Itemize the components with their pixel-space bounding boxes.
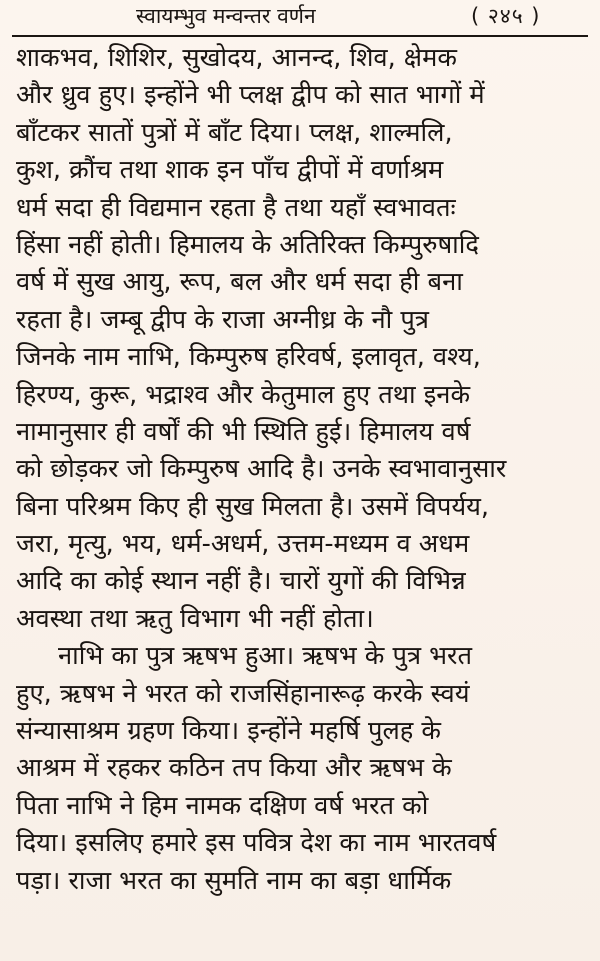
text-line: आश्रम में रहकर कठिन तप किया और ऋषभ के bbox=[16, 753, 452, 784]
text-line: बाँटकर सातों पुत्रों में बाँट दिया। प्लक्ष, शाल्मलि, bbox=[16, 117, 453, 148]
text-line: आदि का कोई स्थान नहीं है। चारों युगों की विभिन्न bbox=[16, 566, 466, 597]
text-line: संन्यासाश्रम ग्रहण किया। इन्होंने महर्षि पुलह के bbox=[16, 716, 442, 747]
text-line: जिनके नाम नाभि, किम्पुरुष हरिवर्ष, इलावृत, वश्य, bbox=[16, 342, 481, 373]
text-line: रहता है। जम्बू द्वीप के राजा अग्नीध्र के नौ पुत्र bbox=[16, 304, 429, 335]
text-line: दिया। इसलिए हमारे इस पवित्र देश का नाम भारतवर्ष bbox=[16, 828, 497, 859]
text-line: शाकभव, शिशिर, सुखोदय, आनन्द, शिव, क्षेमक bbox=[16, 43, 457, 73]
running-title: स्वायम्भुव मन्वन्तर वर्णन bbox=[136, 4, 316, 28]
body-text bbox=[16, 40, 586, 900]
page-number: ( २४५ ) bbox=[471, 4, 541, 28]
text-line: कुश, क्रौंच तथा शाक इन पाँच द्वीपों में वर्णाश्रम bbox=[16, 155, 444, 186]
text-line: नामानुसार ही वर्षों की भी स्थिति हुई। हिमालय वर्ष bbox=[16, 416, 471, 447]
text-line: बिना परिश्रम किए ही सुख मिलता है। उसमें विपर्यय, bbox=[16, 491, 490, 522]
text-line: हिंसा नहीं होती। हिमालय के अतिरिक्त किम्पुरुषादि bbox=[16, 229, 479, 260]
text-line: अवस्था तथा ऋतु विभाग भी नहीं होता। bbox=[16, 603, 374, 634]
text-line: धर्म सदा ही विद्यमान रहता है तथा यहाँ स्वभावतः bbox=[16, 192, 456, 223]
text-line: वर्ष में सुख आयु, रूप, बल और धर्म सदा ही बना bbox=[16, 267, 463, 298]
text-line: को छोड़कर जो किम्पुरुष आदि है। उनके स्वभावानुसार bbox=[16, 454, 507, 485]
text-line: और ध्रुव हुए। इन्होंने भी प्लक्ष द्वीप को सात भागों में bbox=[16, 80, 485, 111]
text-line: हुए, ऋषभ ने भरत को राजसिंहानारूढ़ करके स्वयं bbox=[16, 678, 470, 709]
text-line: पड़ा। राजा भरत का सुमति नाम का बड़ा धार्मिक bbox=[16, 865, 452, 896]
text-line: जरा, मृत्यु, भय, धर्म-अधर्म, उत्तम-मध्यम व अधम bbox=[16, 529, 470, 560]
page-header bbox=[0, 0, 600, 36]
text-line: हिरण्य, कुरू, भद्राश्व और केतुमाल हुए तथा इनके bbox=[16, 379, 471, 410]
header-rule bbox=[12, 35, 588, 37]
text-line: पिता नाभि ने हिम नामक दक्षिण वर्ष भरत को bbox=[16, 790, 429, 821]
paragraph-start-line: नाभि का पुत्र ऋषभ हुआ। ऋषभ के पुत्र भरत bbox=[58, 641, 473, 672]
